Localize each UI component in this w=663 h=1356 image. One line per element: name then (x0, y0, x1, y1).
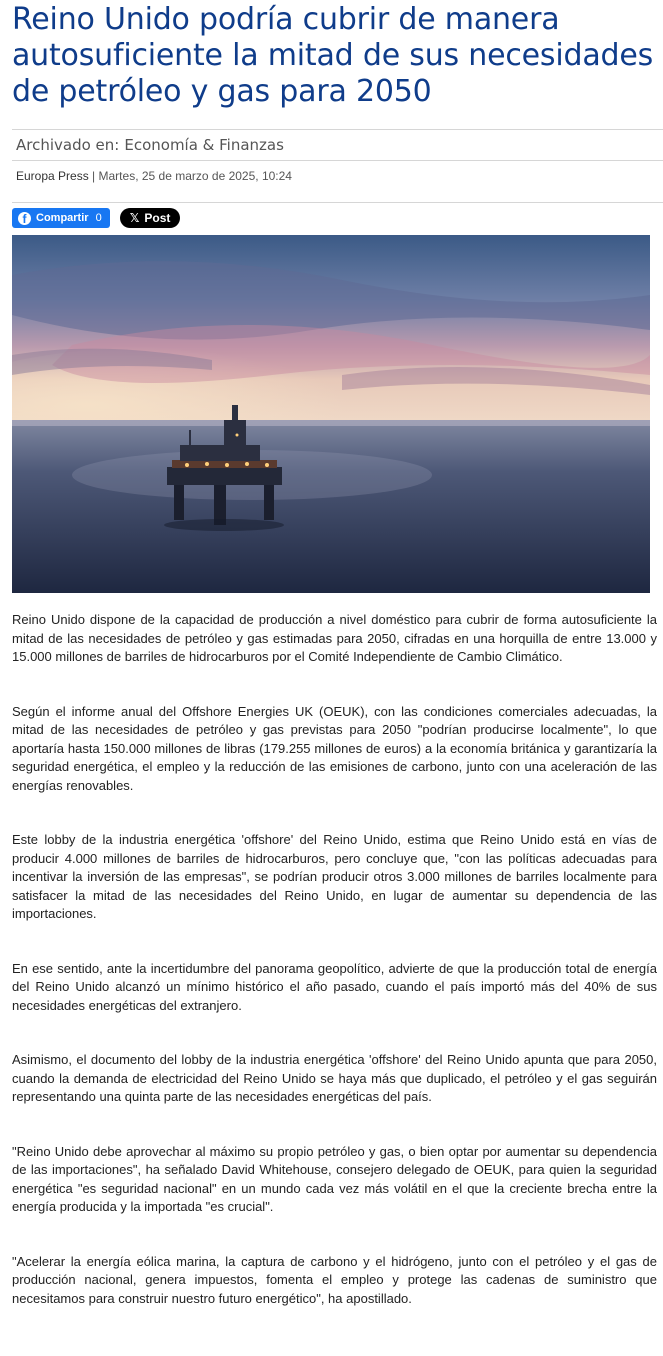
article-paragraph: Según el informe anual del Offshore Energies UK (OEUK), con las condiciones comerciales adecuadas, la mitad de las necesidades de petróleo y gas previstas para 2050 "podrían producirse localmente", lo que aportaría hasta 150.000 millones de libras (179.255 millones de euros) a la economía británica y garantizaría la seguridad energética, el empleo y la reducción de las emisiones de carbono, junto con una aceleración de las energías renovables. (12, 703, 657, 793)
x-logo-icon: 𝕏 (129, 211, 140, 225)
facebook-share-count: 0 (95, 212, 102, 224)
archive-category-link[interactable]: Economía & Finanzas (124, 136, 284, 154)
article-paragraph: Este lobby de la industria energética 'offshore' del Reino Unido, estima que Reino Unido está en vías de producir 4.000 millones de barriles de hidrocarburos, pero concluye que, "con las políticas adecuadas para incentivar la inversión de las empresas", se podrían producir otros 3.000 millones de barriles localmente para satisfacer la mitad de las necesidades del Reino Unido, en lugar de aumentar su dependencia de las importaciones. (12, 832, 657, 921)
facebook-share-button[interactable] (12, 208, 110, 228)
facebook-icon: f (18, 212, 31, 225)
x-post-label: Post (144, 211, 171, 225)
article-body (12, 611, 657, 1344)
oil-platform-photo (12, 235, 650, 593)
byline-divider (12, 202, 663, 203)
article-paragraph: "Acelerar la energía eólica marina, la captura de carbono y el hidrógeno, junto con el petróleo y el gas de producción nacional, genera impuestos, fomenta el empleo y protege las cadenas de suministro que necesitamos para construir nuestro futuro energético", ha apostillado. (12, 1253, 657, 1306)
article-paragraph: Asimismo, el documento del lobby de la industria energética 'offshore' del Reino Unido apunta que para 2050, cuando la demanda de electricidad del Reino Unido se haya más que duplicado, el petróleo y el gas seguirán representando una quinta parte de las necesidades energéticas del país. (12, 1052, 657, 1104)
article-paragraph: "Reino Unido debe aprovechar al máximo su propio petróleo y gas, o bien optar por aumentar su dependencia de las importaciones", ha señalado David Whitehouse, consejero delegado de OEUK, para quien la seguridad energética "es seguridad nacional" en un mundo cada vez más volátil en el que la creciente brecha entre la energía producida y la importada "es crucial". (12, 1143, 657, 1214)
article-paragraph: Reino Unido dispone de la capacidad de producción a nivel doméstico para cubrir de forma autosuficiente la mitad de las necesidades de petróleo y gas estimadas para 2050, cifradas en una horquilla de entre 13.000 y 15.000 millones de barriles de hidrocarburos por el Comité Independiente de Cambio Climático. (12, 612, 657, 664)
byline (16, 169, 292, 183)
byline-separator: | (92, 169, 96, 183)
byline-date: Martes, 25 de marzo de 2025, 10:24 (98, 169, 292, 183)
archive-label: Archivado en: (16, 136, 120, 154)
share-buttons (12, 208, 180, 228)
archive-bar (12, 129, 663, 161)
article-paragraph: En ese sentido, ante la incertidumbre del panorama geopolítico, advierte de que la producción total de energía del Reino Unido alcanzó un mínimo histórico el año pasado, cuando el país importó más del 40% de sus necesidades energéticas del extranjero. (12, 960, 657, 1013)
x-post-button[interactable] (120, 208, 181, 228)
article-title: Reino Unido podría cubrir de manera autosuficiente la mitad de sus necesidades de petróleo y gas para 2050 (12, 2, 654, 109)
byline-source: Europa Press (16, 169, 89, 183)
facebook-share-label: Compartir (36, 212, 89, 224)
